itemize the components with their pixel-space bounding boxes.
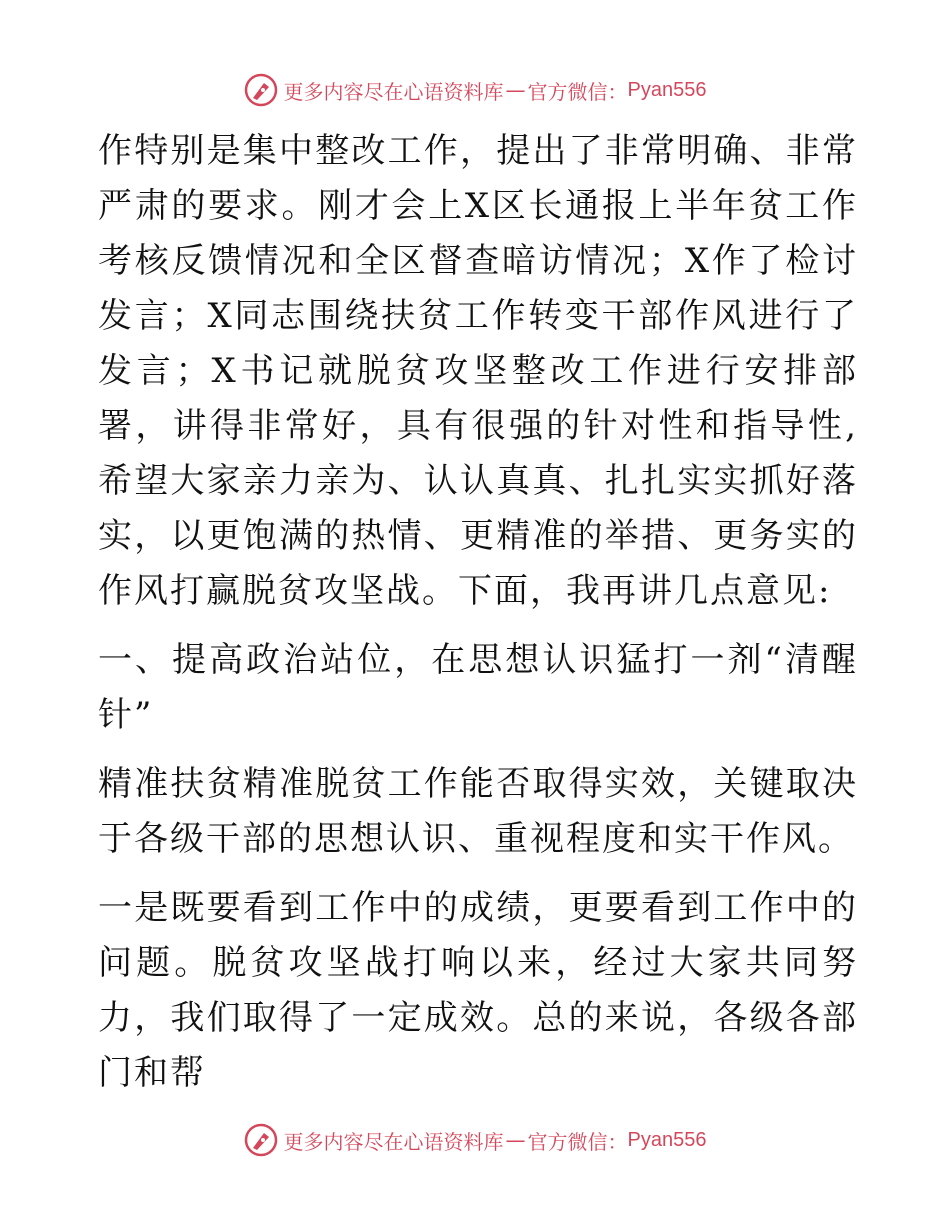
footer-watermark	[0, 1120, 950, 1160]
watermark-id: Pyan556	[627, 78, 707, 101]
watermark-dash: —	[505, 78, 526, 102]
pen-nib-logo-icon	[244, 73, 278, 107]
watermark-label: 官方微信：	[527, 1129, 628, 1154]
paragraph-intro: 作特别是集中整改工作，提出了非常明确、非常严肃的要求。刚才会上X区长通报上半年贫工作考核反馈情况和全区督查暗访情况；X作了检讨发言；X同志围绕扶贫工作转变干部作风进行了发言；X书记就脱贫攻坚整改工作进行安排部署，讲得非常好，具有很强的针对性和指导性,希望大家亲力亲为、认认真真、扎扎实实抓好落实，以更饱满的热情、更精准的举措、更务实的作风打赢脱贫攻坚战。下面，我再讲几点意见:	[98, 131, 858, 611]
watermark-text: 更多内容尽在心语资料库	[283, 1129, 504, 1154]
section-heading-1: 一、提高政治站位，在思想认识猛打一剂“清醒针”	[98, 640, 858, 735]
header-watermark	[0, 70, 950, 110]
document-body	[98, 124, 858, 1101]
pen-nib-logo-icon	[244, 1123, 278, 1157]
watermark-id: Pyan556	[627, 1128, 707, 1151]
watermark-label: 官方微信：	[527, 79, 628, 104]
paragraph-key-factors: 精准扶贫精准脱贫工作能否取得实效，关键取决于各级干部的思想认识、重视程度和实干作风。	[98, 764, 858, 859]
paragraph-point-one: 一是既要看到工作中的成绩，更要看到工作中的问题。脱贫攻坚战打响以来，经过大家共同努力，我们取得了一定成效。总的来说，各级各部门和帮	[98, 888, 858, 1093]
watermark-dash: —	[505, 1128, 526, 1152]
watermark-text: 更多内容尽在心语资料库	[283, 79, 504, 104]
